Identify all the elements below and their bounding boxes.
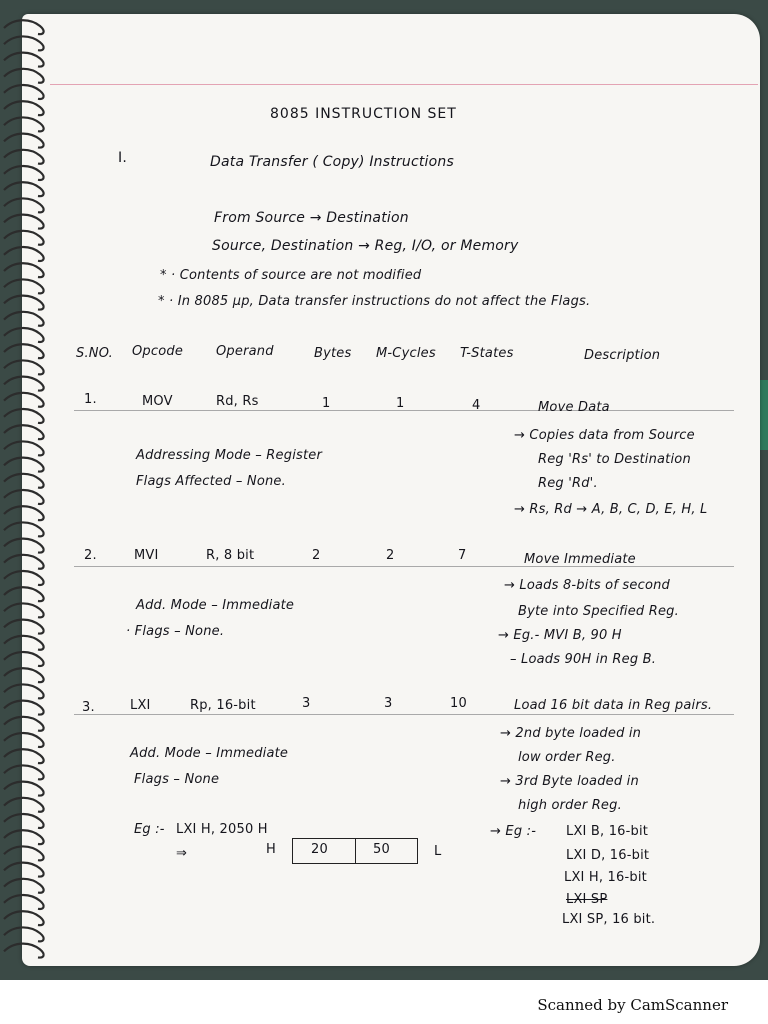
spiral-coil: [4, 247, 44, 261]
note-1: * · Contents of source are not modified: [160, 268, 422, 283]
row-1-desc-4: → Rs, Rd → A, B, C, D, E, H, L: [514, 502, 708, 517]
row-2-operand: R, 8 bit: [206, 548, 255, 563]
row-1-desc-0: Move Data: [538, 400, 610, 415]
eg-list-label: → Eg :-: [490, 824, 537, 839]
spiral-coil: [4, 344, 44, 358]
register-l-label: L: [434, 844, 442, 859]
row-2-bytes: 2: [312, 548, 321, 563]
row-3-mcycles: 3: [384, 696, 393, 711]
row-2-desc-4: – Loads 90H in Reg B.: [510, 652, 657, 667]
section-line-1: From Source → Destination: [214, 210, 409, 226]
spiral-coil: [4, 490, 44, 504]
register-h-label: H: [266, 842, 276, 857]
spiral-coil: [4, 20, 44, 34]
row-1-sno: 1.: [84, 392, 97, 407]
row-2-desc-3: → Eg.- MVI B, 90 H: [498, 628, 622, 643]
spiral-coil: [4, 733, 44, 747]
row-1-desc-1: → Copies data from Source: [514, 428, 695, 443]
spiral-coil: [4, 944, 44, 958]
spiral-coil: [4, 263, 44, 277]
register-l-value: 50: [373, 842, 390, 857]
spiral-coil: [4, 279, 44, 293]
spiral-coil: [4, 85, 44, 99]
spiral-coil: [4, 393, 44, 407]
row-3-opcode: LXI: [130, 698, 151, 713]
row-2-mcycles: 2: [386, 548, 395, 563]
spiral-coil: [4, 749, 44, 763]
row-2-desc-1: → Loads 8-bits of second: [504, 578, 670, 593]
spiral-coil: [4, 636, 44, 650]
spiral-coil: [4, 895, 44, 909]
spiral-coil: [4, 328, 44, 342]
spiral-coil: [4, 782, 44, 796]
spiral-coil: [4, 36, 44, 50]
row-3-desc-0: Load 16 bit data in Reg pairs.: [514, 698, 713, 713]
row-3-bytes: 3: [302, 696, 311, 711]
row-3-desc-3: → 3rd Byte loaded in: [500, 774, 639, 789]
row-2-tstates: 7: [458, 548, 467, 563]
spiral-coil: [4, 69, 44, 83]
scanner-footer: [0, 980, 768, 1024]
spiral-coil: [4, 539, 44, 553]
spiral-coil: [4, 765, 44, 779]
row-1-opcode: MOV: [142, 394, 173, 409]
section-line-2: Source, Destination → Reg, I/O, or Memory: [212, 238, 519, 254]
row-2-sno: 2.: [84, 548, 97, 563]
spiral-coil: [4, 863, 44, 877]
row-3-sno: 3.: [82, 700, 95, 715]
row-3-desc-1: → 2nd byte loaded in: [500, 726, 642, 741]
row-2-flags-text: Flags – None.: [134, 624, 225, 639]
spiral-coil: [4, 911, 44, 925]
header-bytes: Bytes: [314, 346, 352, 361]
spiral-coil: [4, 166, 44, 180]
eg-list-item-1: LXI D, 16-bit: [566, 848, 650, 863]
spiral-coil: [4, 701, 44, 715]
spiral-coil: [4, 409, 44, 423]
note-1-text: Contents of source are not modified: [179, 268, 422, 283]
spiral-coil: [4, 312, 44, 326]
section-heading: Data Transfer ( Copy) Instructions: [210, 154, 454, 170]
spiral-coil: [4, 846, 44, 860]
spiral-coil: [4, 571, 44, 585]
header-opcode: Opcode: [132, 344, 184, 359]
row-2-desc-0: Move Immediate: [524, 552, 636, 567]
spiral-coil: [4, 830, 44, 844]
row-3-tstates: 10: [450, 696, 467, 711]
spiral-coil: [4, 603, 44, 617]
row-2-flags: · Flags – None.: [126, 624, 225, 639]
eg-list-item-0: LXI B, 16-bit: [566, 824, 649, 839]
spiral-coil: [4, 377, 44, 391]
example-instruction: LXI H, 2050 H: [176, 822, 268, 837]
spiral-coil: [4, 555, 44, 569]
spiral-coil: [4, 231, 44, 245]
eg-list-item-2: LXI H, 16-bit: [564, 870, 647, 885]
top-margin-line: [50, 84, 758, 85]
spiral-coil: [4, 53, 44, 67]
header-tstates: T-States: [460, 346, 514, 361]
register-pair-divider: [355, 839, 356, 863]
example-label: Eg :-: [134, 822, 165, 837]
row-2-desc-2: Byte into Specified Reg.: [518, 604, 679, 619]
spiral-coil: [4, 684, 44, 698]
header-description: Description: [584, 348, 661, 363]
spiral-coil: [4, 458, 44, 472]
spiral-coil: [4, 506, 44, 520]
spiral-coil: [4, 117, 44, 131]
page-title: 8085 INSTRUCTION SET: [270, 106, 457, 122]
row-1-desc-3: Reg 'Rd'.: [538, 476, 598, 491]
spiral-coil: [4, 296, 44, 310]
row-3-operand: Rp, 16-bit: [190, 698, 256, 713]
spiral-coil: [4, 814, 44, 828]
spiral-coil: [4, 587, 44, 601]
row-3-desc-4: high order Reg.: [518, 798, 622, 813]
row-2-opcode: MVI: [134, 548, 159, 563]
spiral-coil: [4, 652, 44, 666]
spiral-coil: [4, 198, 44, 212]
spiral-coil: [4, 927, 44, 941]
row-2-mode: Add. Mode – Immediate: [136, 598, 295, 613]
header-sno: S.NO.: [76, 346, 113, 361]
spiral-coil: [4, 182, 44, 196]
spiral-coil: [4, 717, 44, 731]
spiral-coil: [4, 798, 44, 812]
spiral-coil: [4, 215, 44, 229]
row-1-bytes: 1: [322, 396, 331, 411]
note-2-text: In 8085 μp, Data transfer instructions do not affect the Flags.: [177, 294, 591, 309]
register-h-value: 20: [311, 842, 328, 857]
spiral-coil: [4, 150, 44, 164]
spiral-coil: [4, 360, 44, 374]
spiral-binding: [0, 14, 62, 964]
header-mcycles: M-Cycles: [376, 346, 436, 361]
spiral-coil: [4, 668, 44, 682]
spiral-coil: [4, 879, 44, 893]
row-1-tstates: 4: [472, 398, 481, 413]
header-operand: Operand: [216, 344, 274, 359]
scanner-watermark: Scanned by CamScanner: [537, 996, 728, 1014]
eg-list-item-4: LXI SP, 16 bit.: [562, 912, 656, 927]
spiral-coil: [4, 474, 44, 488]
spiral-coil: [4, 620, 44, 634]
row-1-flags: Flags Affected – None.: [136, 474, 286, 489]
eg-list-item-3: LXI SP: [566, 892, 608, 907]
example-arrow: ⇒: [176, 846, 188, 861]
row-1-mode: Addressing Mode – Register: [136, 448, 323, 463]
section-numeral: I.: [118, 150, 127, 166]
row-3-mode: Add. Mode – Immediate: [130, 746, 289, 761]
row-1-mcycles: 1: [396, 396, 405, 411]
note-2: * · In 8085 μp, Data transfer instructions do not affect the Flags.: [158, 294, 591, 309]
row-3-desc-2: low order Reg.: [518, 750, 616, 765]
row-1-operand: Rd, Rs: [216, 394, 259, 409]
row-3-rule: [74, 714, 734, 715]
spiral-coil: [4, 522, 44, 536]
spiral-coil: [4, 134, 44, 148]
spiral-coil: [4, 101, 44, 115]
spiral-coil: [4, 425, 44, 439]
row-3-flags: Flags – None: [134, 772, 220, 787]
spiral-coil: [4, 441, 44, 455]
register-pair-box: [292, 838, 418, 864]
row-1-desc-2: Reg 'Rs' to Destination: [538, 452, 691, 467]
